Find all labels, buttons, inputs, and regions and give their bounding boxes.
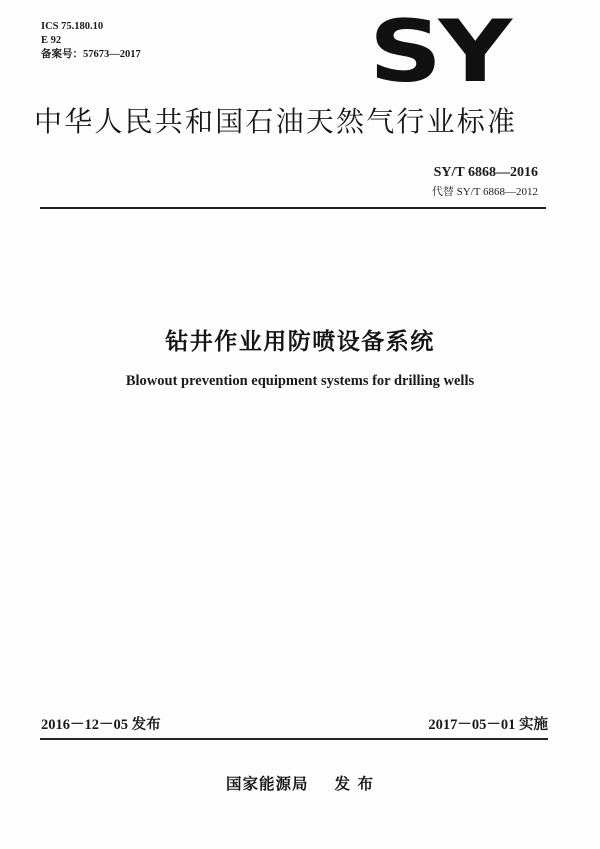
filing-number: 备案号：57673—2017	[41, 49, 141, 60]
publisher-line	[0, 772, 600, 794]
standard-number: SY/T 6868—2016	[433, 165, 538, 180]
issue-date: 2016－12－05 发布	[41, 717, 161, 733]
publisher-name: 国家能源局	[226, 775, 309, 793]
sy-logo: SY	[369, 2, 509, 102]
publish-action: 发 布	[334, 775, 374, 793]
ics-code: ICS 75.180.10	[41, 21, 104, 32]
effective-date: 2017－05－01 实施	[428, 717, 548, 733]
category-code: E 92	[41, 35, 62, 46]
bottom-divider	[40, 738, 548, 740]
top-divider	[40, 207, 546, 209]
document-title-chinese: 钻井作业用防喷设备系统	[165, 329, 435, 355]
classification-block	[41, 20, 141, 62]
document-title-english: Blowout prevention equipment systems for drilling wells	[125, 373, 475, 389]
replaces-standard: 代替 SY/T 6868—2012	[431, 186, 538, 198]
standard-series-title: 中华人民共和国石油天然气行业标准	[34, 105, 518, 138]
